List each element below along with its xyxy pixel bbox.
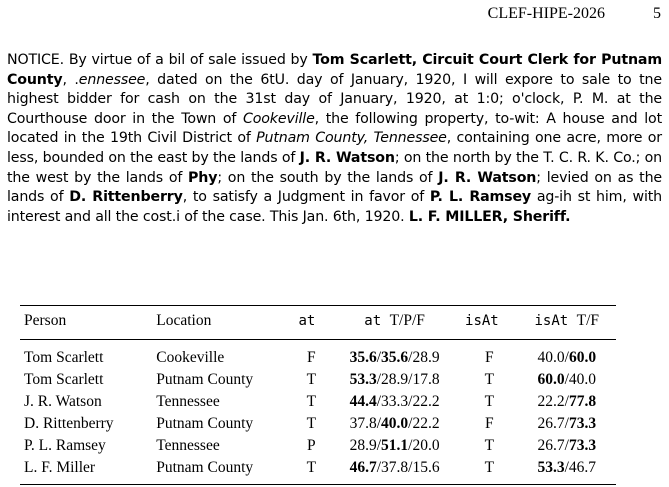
cell-isat-tf	[518, 435, 616, 457]
col-header-isat	[461, 306, 518, 340]
cell-isat: T	[484, 437, 495, 454]
notice-segment: ; on the south by the lands of	[217, 169, 439, 186]
cell-at-tpf-part: /22.2	[408, 415, 440, 432]
cell-isat: T	[484, 393, 495, 410]
col-header-isat-tf	[518, 306, 616, 340]
cell-location: Tennessee	[156, 437, 220, 454]
cell-at-tpf-part: 46.7	[349, 459, 377, 476]
notice-segment: Phy	[188, 169, 218, 186]
cell-person: Tom Scarlett	[24, 371, 104, 388]
notice-segment: , to satisfy a Judgment in favor of	[182, 189, 430, 206]
cell-at-tpf-part: /28.9/17.8	[376, 371, 440, 388]
cell-at: T	[306, 415, 317, 432]
cell-person: J. R. Watson	[24, 393, 102, 410]
cell-isat: T	[484, 371, 495, 388]
cell-at-tpf	[328, 391, 461, 413]
cell-isat-tf-part: 26.7/	[537, 437, 569, 454]
results-table	[20, 305, 616, 485]
cell-location: Putnam County	[156, 371, 254, 388]
cell-isat-tf	[518, 391, 616, 413]
notice-segment: ag-ih st him, with interest and all the cost.i of the case. This Jan. 6th, 1920.	[7, 189, 662, 225]
cell-isat-tf-part: 60.0	[568, 349, 597, 366]
cell-at: T	[306, 393, 317, 410]
cell-isat-tf-part: 53.3	[537, 459, 565, 476]
cell-isat-tf-part: /40.0	[564, 371, 597, 388]
table-body	[20, 340, 616, 485]
col-header-at-label: at	[298, 313, 316, 329]
cell-at-tpf-part: 51.1	[381, 437, 409, 454]
notice-segment: , the following property, to-wit: A house and lot located in the 19th Civil District of	[7, 110, 662, 147]
cell-isat: F	[484, 349, 494, 366]
notice-segment: Cookeville	[242, 110, 315, 127]
notice-segment: L. F. MILLER, Sheriff.	[408, 208, 571, 225]
cell-at-tpf-part: /20.0	[408, 437, 440, 454]
cell-at-tpf-part: /37.8/15.6	[376, 459, 440, 476]
cell-isat: T	[484, 459, 495, 476]
notice-segment: Putnam County, Tennessee	[256, 130, 447, 147]
cell-isat: F	[484, 415, 494, 432]
cell-isat-tf	[518, 457, 616, 485]
col-header-isat-tf-prefix: isAt	[534, 313, 577, 329]
cell-isat-tf-part: 60.0	[537, 371, 565, 388]
cell-location: Cookeville	[156, 349, 225, 366]
notice-segment: J. R. Watson	[438, 169, 537, 186]
cell-person: P. L. Ramsey	[24, 437, 106, 454]
cell-isat-tf	[518, 369, 616, 391]
table-row	[20, 413, 616, 435]
cell-at-tpf-part: /	[376, 349, 382, 366]
results-table-wrapper	[20, 305, 616, 485]
col-header-at-tpf-suffix: T/P/F	[389, 312, 425, 329]
notice-segment: NOTICE. By virtue of a bil of sale issued by	[7, 52, 313, 68]
cell-isat-tf-part: 40.0/	[537, 349, 569, 366]
cell-at: P	[306, 437, 316, 454]
table-row	[20, 391, 616, 413]
cell-at-tpf	[328, 340, 461, 370]
cell-location: Putnam County	[156, 459, 254, 476]
cell-person: L. F. Miller	[24, 459, 96, 476]
notice-segment: ; levied on as the lands of	[7, 169, 663, 206]
cell-at-tpf-part: 53.3	[349, 371, 377, 388]
col-header-at	[294, 306, 328, 340]
cell-at-tpf-part: /28.9	[408, 349, 440, 366]
table-row	[20, 369, 616, 391]
cell-person: D. Rittenberry	[24, 415, 114, 432]
cell-at-tpf-part: 28.9/	[349, 437, 382, 454]
notice-segment: ; on the north by the T. C. R. K. Co.; on the west by the lands of	[7, 149, 662, 186]
notice-segment: , dated on the 6tU. day of January, 1920, I will expore to sale to tne highest bidder for cash on the 31st day of January, 1920, at 1:0; o'clock, P. M. at the Courthouse door in the Town of	[7, 71, 662, 127]
cell-isat-tf-part: 73.3	[568, 437, 597, 454]
cell-at-tpf	[328, 435, 461, 457]
notice-segment: ennessee	[78, 71, 146, 88]
cell-at: T	[306, 371, 317, 388]
table-row	[20, 340, 616, 370]
col-header-isat-label: isAt	[465, 313, 499, 329]
col-header-at-tpf-prefix: at	[364, 313, 390, 329]
cell-at-tpf-part: 44.4	[349, 393, 377, 410]
page-header	[0, 5, 669, 25]
cell-isat-tf-part: /46.7	[564, 459, 597, 476]
notice-segment: Tom Scarlett, Circuit Court Clerk for Putnam County	[7, 52, 662, 88]
col-header-person: Person	[24, 312, 67, 329]
table-row	[20, 457, 616, 485]
notice-segment: J. R. Watson	[299, 149, 395, 166]
cell-isat-tf	[518, 340, 616, 370]
cell-at-tpf-part: 35.6	[381, 349, 409, 366]
table-row	[20, 435, 616, 457]
notice-segment: D. Rittenberry	[69, 189, 183, 206]
cell-at: T	[306, 459, 317, 476]
cell-at-tpf-part: 35.6	[349, 349, 377, 366]
cell-at-tpf-part: 40.0	[381, 415, 409, 432]
cell-at: F	[306, 349, 316, 366]
table-header-row	[20, 306, 616, 340]
cell-isat-tf	[518, 413, 616, 435]
cell-isat-tf-part: 73.3	[568, 415, 597, 432]
col-header-at-tpf	[328, 306, 461, 340]
col-header-isat-tf-label	[535, 312, 600, 329]
col-header-at-tpf-label	[364, 312, 425, 329]
cell-isat-tf-part: 77.8	[568, 393, 597, 410]
cell-isat-tf-part: 22.2/	[537, 393, 569, 410]
cell-at-tpf	[328, 457, 461, 485]
cell-at-tpf	[328, 369, 461, 391]
cell-at-tpf-part: /33.3/22.2	[376, 393, 440, 410]
cell-isat-tf-part: 26.7/	[537, 415, 569, 432]
notice-segment: P. L. Ramsey	[429, 189, 532, 206]
notice-paragraph	[7, 51, 662, 227]
cell-person: Tom Scarlett	[24, 349, 104, 366]
page-number: 5	[653, 5, 661, 22]
notice-segment: , .	[62, 71, 79, 88]
cell-at-tpf	[328, 413, 461, 435]
notice-segment: , containing one acre, more or less, bounded on the east by the lands of	[7, 130, 662, 166]
col-header-location: Location	[156, 312, 212, 329]
cell-location: Putnam County	[156, 415, 254, 432]
cell-at-tpf-part: 37.8/	[349, 415, 382, 432]
cell-location: Tennessee	[156, 393, 220, 410]
col-header-isat-tf-suffix: T/F	[576, 312, 600, 329]
running-title: CLEF-HIPE-2026	[487, 5, 605, 22]
